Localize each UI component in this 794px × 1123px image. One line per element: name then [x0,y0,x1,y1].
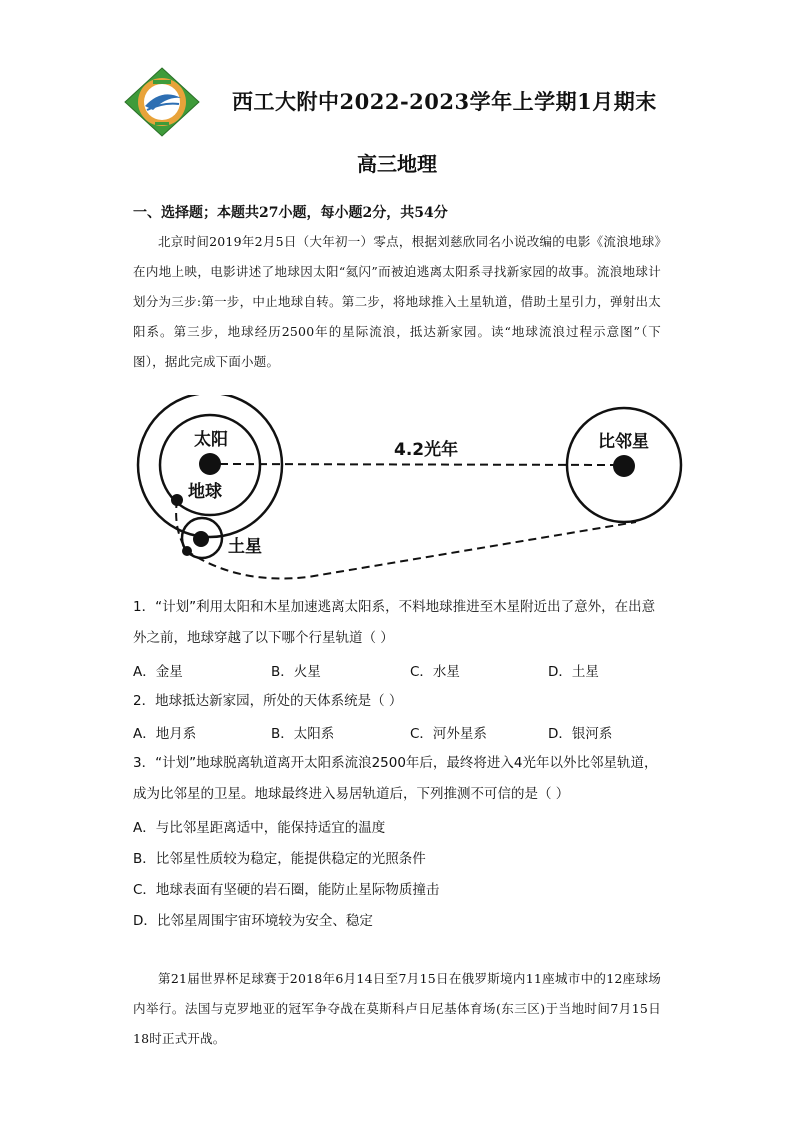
q1-option-b: B．火星 [271,664,321,680]
passage-wandering-earth: 北京时间2019年2月5日（大年初一）零点，根据刘慈欣同名小说改编的电影《流浪地球》在内地上映，电影讲述了地球因太阳“氦闪”而被迫逃离太阳系寻找新家园的故事。流浪地球计划分为三步:第一步，中止地球自转。第二步，将地球推入土星轨道，借助土星引力，弹射出太阳系。第三步，地球经历2500年的星际流浪，抵达新家园。读“地球流浪过程示意图”（下图），据此完成下面小题。 [133,234,661,369]
section-heading: 一、选择题；本题共27小题，每小题2分，共54分 [133,205,448,221]
q2-option-a: A．地月系 [133,726,197,742]
q3-option-b: B．比邻星性质较为稳定，能提供稳定的光照条件 [133,851,426,867]
sun-dot [199,453,221,475]
distance-line [220,464,614,465]
passage-world-cup: 第21届世界杯足球赛于2018年6月14日至7月15日在俄罗斯境内11座城市中的12座球场内举行。法国与克罗地亚的冠军争夺战在莫斯科卢日尼基体育场(东三区)于当地时间7月15日18时正式开战。 [133,971,661,1046]
saturn-label: 土星 [228,537,262,557]
sun-label: 太阳 [194,430,228,450]
q1-option-a: A．金星 [133,664,183,680]
question-3-stem: 3．“计划”地球脱离轨道离开太阳系流浪2500年后，最终将进入4光年以外比邻星轨道，成为比邻星的卫星。地球最终进入易居轨道后，下列推测不可信的是（ ） [133,755,658,802]
exam-title: 西工大附中2022-2023学年上学期1月期末 [232,89,657,114]
question-1-stem: 1．“计划”利用太阳和木星加速逃离太阳系，不料地球推进至木星附近出了意外，在出意外之前，地球穿越了以下哪个行星轨道（ ） [133,599,656,646]
q2-option-c: C．河外星系 [410,726,487,742]
question-2-stem: 2．地球抵达新家园，所处的天体系统是（ ） [133,693,403,709]
question-2-options [133,716,663,747]
q3-option-c: C．地球表面有坚硬的岩石圈，能防止星际物质撞击 [133,882,440,898]
earth-label: 地球 [188,482,222,502]
distance-label: 4.2光年 [394,440,459,460]
q2-option-b: B．太阳系 [271,726,335,742]
proxima-dot [613,455,635,477]
q3-option-d: D．比邻星周围宇宙环境较为安全、稳定 [133,913,373,929]
q1-option-d: D．土星 [548,664,599,680]
proxima-label: 比邻星 [598,432,649,452]
exam-subject: 高三地理 [357,152,437,176]
q3-option-a: A．与比邻星距离适中，能保持适宜的温度 [133,820,386,836]
saturn-dot [193,531,209,547]
q1-option-c: C．水星 [410,664,460,680]
q2-option-d: D．银河系 [548,726,613,742]
wandering-earth-diagram [128,395,688,590]
school-logo [123,66,201,138]
question-1-options [133,654,663,685]
